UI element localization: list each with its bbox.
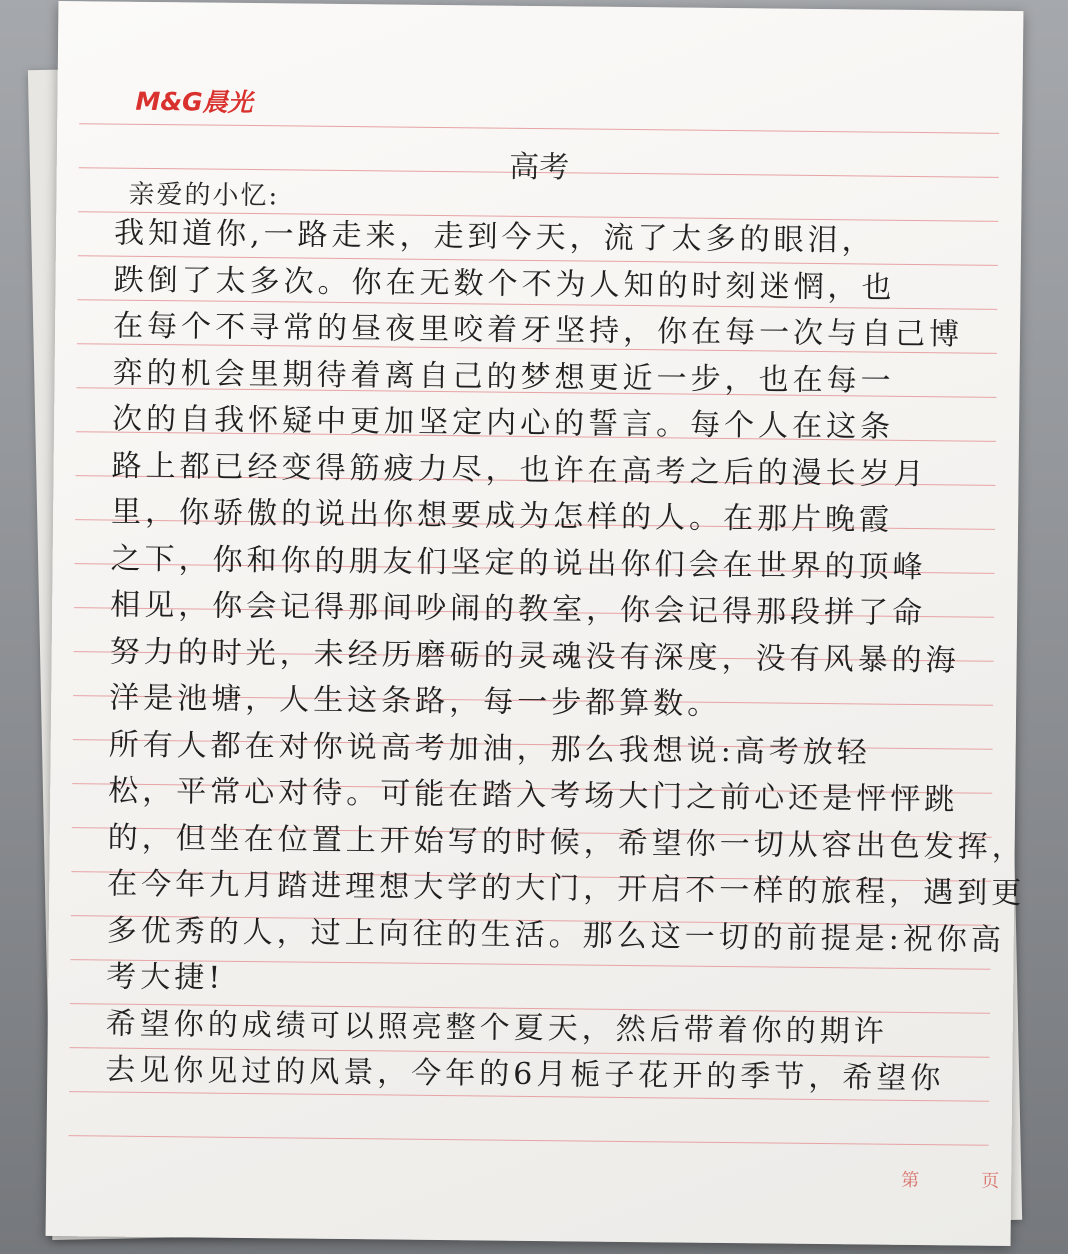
letter-line: 希望你的成绩可以照亮整个夏天，然后带着你的期许 (105, 1006, 888, 1050)
brand-logo: M&G晨光 (135, 86, 253, 118)
letter-line: 所有人都在对你说高考加油，那么我想说:高考放轻 (108, 727, 871, 771)
letter-line: 考大捷! (106, 959, 225, 996)
letter-line: 相见，你会记得那间吵闹的教室，你会记得那段拼了命 (109, 587, 927, 632)
letter-line: 在今年九月踏进理想大学的大门，开启不一样的旅程，遇到更 (107, 866, 1026, 912)
letter-line: 努力的时光，未经历磨砺的灵魂没有深度，没有风暴的海 (109, 634, 960, 678)
letter-greeting: 亲爱的小忆: (128, 179, 280, 212)
letter-line: 在每个不寻常的昼夜里咬着牙坚持，你在每一次与自己博 (112, 308, 964, 353)
letter-title: 高考 (509, 149, 570, 186)
letter-line: 次的自我怀疑中更加坚定内心的誓言。每个人在这条 (111, 401, 895, 445)
letter-line: 洋是池塘，人生这条路，每一步都算数。 (109, 680, 722, 722)
page-label-suffix: 页 (981, 1170, 1000, 1192)
ruled-line (69, 1135, 989, 1146)
page-label-prefix: 第 (901, 1169, 920, 1192)
letter-line: 松，平常心对待。可能在踏入考场大门之前心还是怦怦跳 (108, 773, 959, 818)
letter-line: 多优秀的人，过上向往的生活。那么这一切的前提是:祝你高 (106, 913, 1006, 958)
ruled-line (79, 123, 999, 134)
letter-line: 去见你见过的风景，今年的6月栀子花开的季节，希望你 (105, 1052, 945, 1097)
letter-line: 之下，你和你的朋友们坚定的说出你们会在世界的顶峰 (110, 541, 927, 585)
letter-line: 我知道你,一路走来，走到今天，流了太多的眼泪， (113, 215, 876, 259)
letter-line: 路上都已经变得筋疲力尽，也许在高考之后的漫长岁月 (111, 448, 928, 492)
letter-line: 的，但坐在位置上开始写的时候，希望你一切从容出色发挥， (107, 820, 1026, 865)
ruled-lines (58, 1, 1023, 11)
letter-line: 弈的机会里期待着离自己的梦想更近一步，也在每一 (112, 355, 895, 399)
notebook-page (46, 1, 1024, 1246)
letter-line: 里，你骄傲的说出你想要成为怎样的人。在那片晚霞 (110, 494, 894, 538)
letter-line: 跌倒了太多次。你在无数个不为人知的时刻迷惘，也 (113, 262, 896, 306)
